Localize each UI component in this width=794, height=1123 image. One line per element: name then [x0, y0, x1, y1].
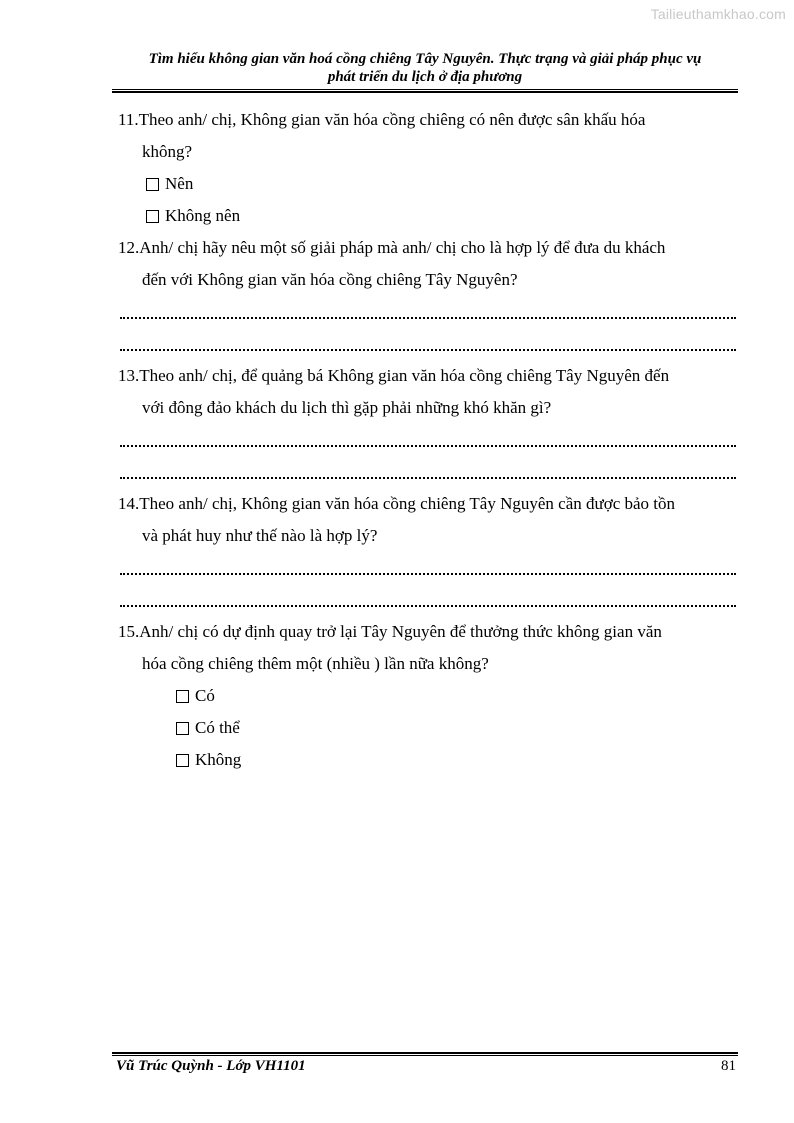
answer-line[interactable] [118, 456, 736, 488]
question-13-line-2: với đông đảo khách du lịch thì gặp phải những khó khăn gì? [142, 398, 552, 417]
question-11 [118, 104, 736, 168]
option-label: Có [195, 686, 215, 705]
answer-line[interactable] [118, 328, 736, 360]
answer-line[interactable] [118, 424, 736, 456]
option-khong[interactable] [118, 744, 736, 776]
question-13 [118, 360, 736, 424]
option-label: Nên [165, 174, 194, 193]
question-14-line-2: và phát huy như thế nào là hợp lý? [142, 526, 378, 545]
answer-line[interactable] [118, 552, 736, 584]
option-co-the[interactable] [118, 712, 736, 744]
question-12 [118, 232, 736, 296]
question-15 [118, 616, 736, 680]
option-khong-nen[interactable] [118, 200, 736, 232]
answer-line[interactable] [118, 296, 736, 328]
header-line-1: Tìm hiểu không gian văn hoá cồng chiêng Tây Nguyên. Thực trạng và giải pháp phục vụ [148, 51, 702, 67]
page-number: 81 [721, 1058, 736, 1074]
question-14-line-1: 14.Theo anh/ chị, Không gian văn hóa cồng chiêng Tây Nguyên cần được bảo tồn [118, 494, 676, 513]
checkbox-icon[interactable] [176, 690, 189, 703]
footer-author: Vũ Trúc Quỳnh - Lớp VH1101 [116, 1058, 306, 1074]
question-12-line-1: 12.Anh/ chị hãy nêu một số giải pháp mà anh/ chị cho là hợp lý để đưa du khách [118, 238, 666, 257]
footer-rule [112, 1052, 738, 1056]
answer-line[interactable] [118, 584, 736, 616]
checkbox-icon[interactable] [176, 722, 189, 735]
header-rule [112, 89, 738, 93]
header-line-2: phát triển du lịch ở địa phương [327, 69, 523, 85]
question-11-line-1: 11.Theo anh/ chị, Không gian văn hóa cồng chiêng có nên được sân khấu hóa [118, 110, 646, 129]
question-14 [118, 488, 736, 552]
checkbox-icon[interactable] [146, 210, 159, 223]
question-15-line-2: hóa cồng chiêng thêm một (nhiều ) lần nữa không? [142, 654, 489, 673]
question-11-line-2: không? [142, 142, 193, 161]
checkbox-icon[interactable] [146, 178, 159, 191]
option-nen[interactable] [118, 168, 736, 200]
option-label: Không nên [165, 206, 241, 225]
question-12-line-2: đến với Không gian văn hóa cồng chiêng Tây Nguyên? [142, 270, 518, 289]
question-15-line-1: 15.Anh/ chị có dự định quay trở lại Tây Nguyên để thưởng thức không gian văn [118, 622, 662, 641]
option-co[interactable] [118, 680, 736, 712]
questionnaire-body [118, 104, 736, 776]
checkbox-icon[interactable] [176, 754, 189, 767]
option-label: Có thể [195, 718, 240, 737]
watermark: Tailieuthamkhao.com [650, 6, 786, 22]
page-header [112, 50, 738, 86]
option-label: Không [195, 750, 242, 769]
question-13-line-1: 13.Theo anh/ chị, để quảng bá Không gian văn hóa cồng chiêng Tây Nguyên đến [118, 366, 670, 385]
